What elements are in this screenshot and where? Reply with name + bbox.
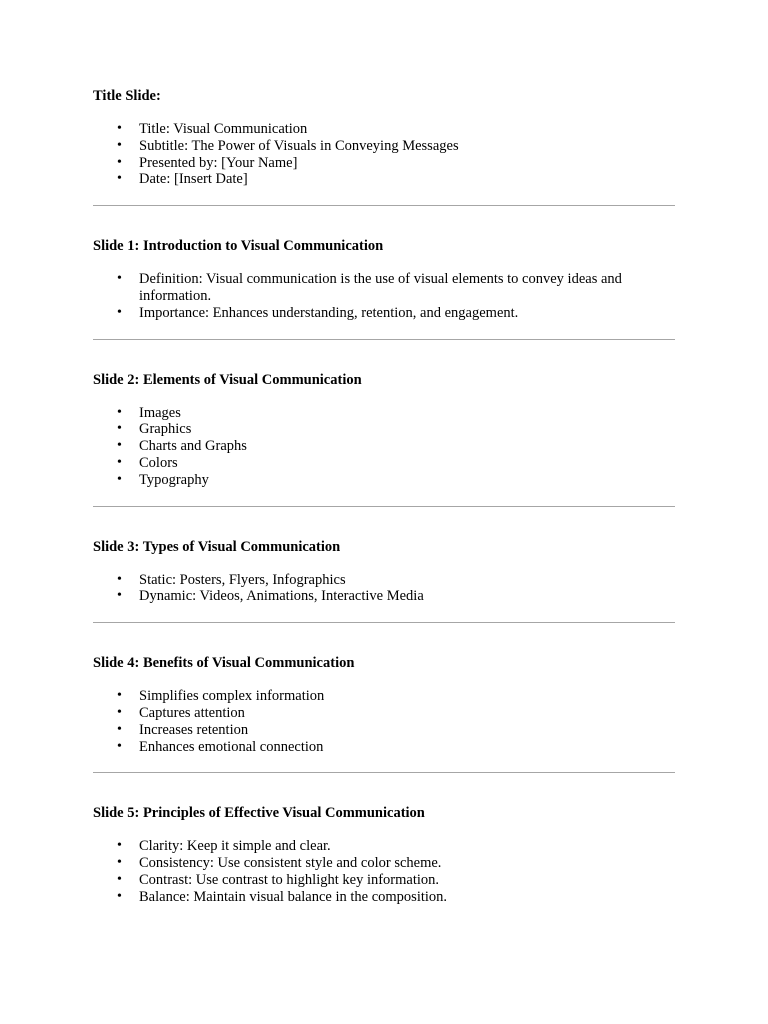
list-item xyxy=(117,438,674,455)
list-item-text: Static: Posters, Flyers, Infographics xyxy=(139,571,346,588)
bullet-icon: • xyxy=(117,471,122,487)
section-heading: Slide 2: Elements of Visual Communication xyxy=(93,371,362,388)
section-divider xyxy=(93,772,675,773)
bullet-icon: • xyxy=(117,171,122,187)
bullet-icon: • xyxy=(117,421,122,437)
list-item-text: Date: [Insert Date] xyxy=(139,171,248,188)
bullet-icon: • xyxy=(117,137,122,153)
list-item-text: Simplifies complex information xyxy=(139,688,325,705)
list-item-text: Charts and Graphs xyxy=(139,438,247,455)
bullet-icon: • xyxy=(117,121,122,136)
section-divider xyxy=(93,205,675,206)
list-item-text: Colors xyxy=(139,454,178,471)
list-item xyxy=(117,154,674,172)
bullet-list xyxy=(93,688,674,755)
list-item xyxy=(117,454,674,472)
section-divider xyxy=(93,339,675,340)
list-item xyxy=(117,171,674,188)
bullet-list xyxy=(93,121,674,188)
bullet-icon: • xyxy=(117,871,122,887)
bullet-icon: • xyxy=(117,571,122,587)
list-item xyxy=(117,588,674,605)
list-item-text: Definition: Visual communication is the use of visual elements to convey ideas and information. xyxy=(139,271,622,304)
bullet-icon: • xyxy=(117,588,122,604)
list-item-text: Consistency: Use consistent style and color scheme. xyxy=(139,855,442,872)
list-item-text: Clarity: Keep it simple and clear. xyxy=(139,838,331,855)
list-item-text: Title: Visual Communication xyxy=(139,121,308,137)
list-item-text: Captures attention xyxy=(139,704,245,721)
section-divider xyxy=(93,506,675,507)
section-heading: Title Slide: xyxy=(93,88,161,104)
bullet-icon: • xyxy=(117,271,122,287)
bullet-list xyxy=(93,838,674,905)
list-item xyxy=(117,738,674,756)
list-item-text: Balance: Maintain visual balance in the composition. xyxy=(139,888,448,905)
bullet-list xyxy=(93,572,674,606)
bullet-icon: • xyxy=(117,855,122,871)
list-item-text: Typography xyxy=(139,471,209,488)
list-item xyxy=(117,855,674,872)
section-divider xyxy=(93,622,675,623)
bullet-icon: • xyxy=(117,888,122,904)
bullet-icon: • xyxy=(117,721,122,737)
bullet-list xyxy=(93,405,674,489)
bullet-icon: • xyxy=(117,838,122,854)
list-item xyxy=(117,721,674,739)
bullet-icon: • xyxy=(117,688,122,704)
bullet-icon: • xyxy=(117,454,122,470)
list-item xyxy=(117,838,674,855)
list-item-text: Dynamic: Videos, Animations, Interactive Media xyxy=(139,588,424,605)
list-item xyxy=(117,304,674,322)
list-item xyxy=(117,471,674,489)
list-item-text: Graphics xyxy=(139,421,192,438)
section-heading: Slide 1: Introduction to Visual Communication xyxy=(93,238,384,255)
list-item xyxy=(117,571,674,589)
list-item-text: Importance: Enhances understanding, retention, and engagement. xyxy=(139,304,519,321)
list-item xyxy=(117,137,674,155)
bullet-icon: • xyxy=(117,304,122,320)
list-item xyxy=(117,888,674,906)
list-item xyxy=(117,688,674,705)
bullet-icon: • xyxy=(117,154,122,170)
section-heading: Slide 3: Types of Visual Communication xyxy=(93,538,341,555)
section-heading: Slide 4: Benefits of Visual Communication xyxy=(93,655,355,672)
list-item xyxy=(117,121,674,138)
list-item xyxy=(117,871,674,889)
bullet-icon: • xyxy=(117,438,122,454)
list-item-text: Contrast: Use contrast to highlight key information. xyxy=(139,871,440,888)
bullet-icon: • xyxy=(117,738,122,754)
list-item xyxy=(117,404,674,422)
list-item xyxy=(117,704,674,722)
list-item-text: Subtitle: The Power of Visuals in Conveying Messages xyxy=(139,137,459,154)
list-item-text: Enhances emotional connection xyxy=(139,738,324,755)
list-item xyxy=(117,271,674,305)
list-item-text: Presented by: [Your Name] xyxy=(139,154,298,171)
bullet-list xyxy=(93,271,674,321)
list-item-text: Images xyxy=(139,404,181,421)
bullet-icon: • xyxy=(117,704,122,720)
list-item xyxy=(117,421,674,438)
list-item-text: Increases retention xyxy=(139,721,249,738)
bullet-icon: • xyxy=(117,404,122,420)
section-heading: Slide 5: Principles of Effective Visual Communication xyxy=(93,805,425,822)
